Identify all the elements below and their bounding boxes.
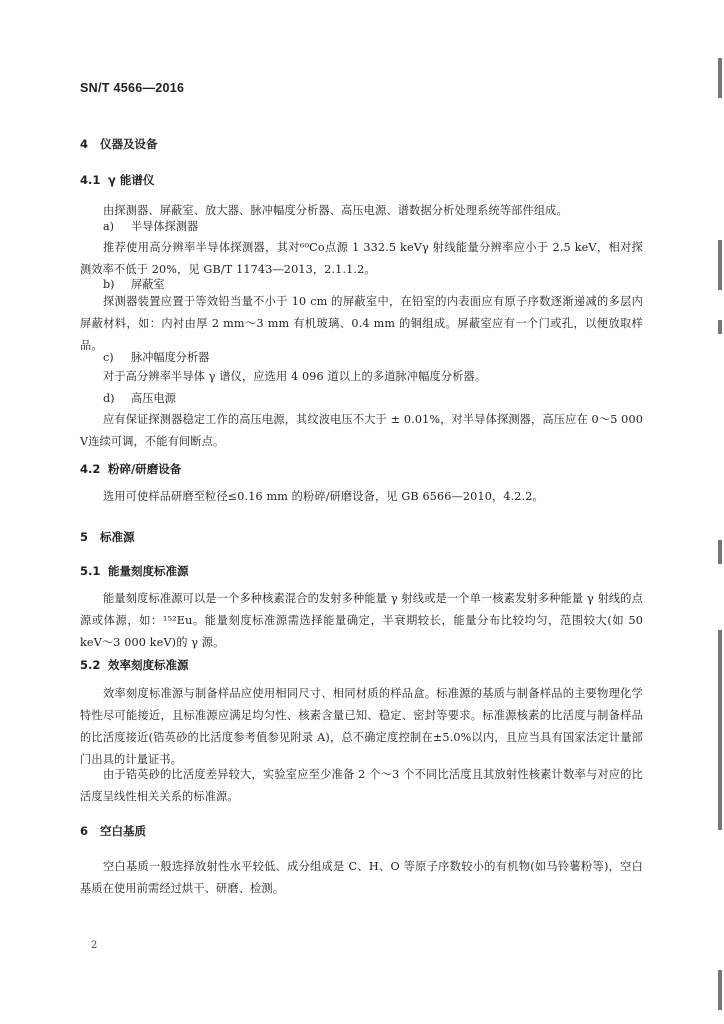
scan-edge-mark [718,630,722,830]
paragraph-4-1-intro: 由探测器、屏蔽室、放大器、脉冲幅度分析器、高压电源、谱数据分析处理系统等部件组成。 [103,204,568,217]
paragraph-5-2-first: 效率刻度标准源与制备样品应使用相同尺寸、相同材质的样品盒。标准源的基质与制备样品的主要物理化学特性尽可能接近，且标准源应满足均匀性、核素含量已知、稳定、密封等要求。标准源核素的比活度与制备样品的比活度接近(锆英砂的比活度参考值参见附录 A)，总不确定度控制在±5.0%以内，且应当具有国家法定计量部门出具的计量证书。 [80,687,643,766]
paragraph-4-2: 选用可使样品研磨至粒径≤0.16 mm 的粉碎/研磨设备，见 GB 6566—2010，4.2.2。 [103,490,544,503]
scan-edge-mark [718,540,722,564]
scan-edge-mark [718,970,722,1010]
standard-number-header: SN/T 4566—2016 [80,81,185,95]
list-title: 高压电源 [131,392,176,405]
paragraph-5-1: 能量刻度标准源可以是一个多种核素混合的发射多种能量 γ 射线或是一个单一核素发射多种能量 γ 射线的点源或体源，如：¹⁵²Eu。能量刻度标准源需选择能量确定，半衰期较长，能量分布比较均匀，范围较大(如 50 keV～3 000 keV)的 γ 源。 [80,592,643,649]
section-title: 仪器及设备 [100,137,158,151]
list-item-a [103,216,198,238]
scan-edge-mark [718,320,722,334]
list-label: d) [103,392,115,405]
list-label: c) [103,351,114,364]
section-6-heading [80,823,146,839]
scan-edge-mark [718,240,722,290]
list-title: 半导体探测器 [131,220,199,233]
paragraph-4-1-c: 对于高分辨率半导体 γ 谱仪，应选用 4 096 道以上的多道脉冲幅度分析器。 [103,370,487,383]
section-5-2-heading [80,657,189,673]
section-number: 5 [80,530,89,544]
section-5-1-heading [80,563,189,579]
section-number: 5.2 [80,658,101,672]
scan-edge-mark [718,58,722,98]
section-number: 4 [80,137,89,151]
list-item-d [103,388,176,410]
section-number: 6 [80,824,89,838]
list-label: a) [103,220,115,233]
paragraph-5-2-second: 由于锆英砂的比活度差异较大，实验室应至少准备 2 个～3 个不同比活度且其放射性核素计数率与对应的比活度呈线性相关关系的标准源。 [80,768,643,803]
section-title: 能量刻度标准源 [108,564,189,578]
section-4-2-heading [80,461,181,477]
section-4-1-heading [80,172,154,188]
section-title: 空白基质 [100,824,146,838]
paragraph-4-1-b: 探测器装置应置于等效铅当量不小于 10 cm 的屏蔽室中，在铅室的内表面应有原子序数逐渐递减的多层内屏蔽材料，如：内衬由厚 2 mm～3 mm 有机玻璃、0.4 mm 的铜组成。屏蔽室应有一个门或孔，以便放取样品。 [80,295,643,352]
list-title: 屏蔽室 [131,278,165,291]
section-number: 4.2 [80,462,101,476]
section-title: 效率刻度标准源 [108,658,189,672]
section-title: 粉碎/研磨设备 [108,462,182,476]
section-number: 4.1 [80,173,101,187]
paragraph-4-1-a: 推荐使用高分辨率半导体探测器，其对⁶⁰Co点源 1 332.5 keVγ 射线能量分辨率应小于 2.5 keV，相对探测效率不低于 20%，见 GB/T 11743—2013，2.1.1.2。 [80,241,643,276]
paragraph-6: 空白基质一般选择放射性水平较低、成分组成是 C、H、O 等原子序数较小的有机物(如马铃薯粉等)，空白基质在使用前需经过烘干、研磨、检测。 [80,860,643,895]
section-5-heading [80,529,135,545]
section-number: 5.1 [80,564,101,578]
list-title: 脉冲幅度分析器 [131,351,210,364]
section-title: 标准源 [100,530,135,544]
page-number: 2 [91,940,98,951]
section-title: γ 能谱仪 [108,173,155,187]
list-label: b) [103,278,115,291]
paragraph-4-1-d: 应有保证探测器稳定工作的高压电源，其纹波电压不大于 ± 0.01%，对半导体探测器，高压应在 0～5 000 V连续可调，不能有间断点。 [80,413,643,448]
section-4-heading [80,136,158,152]
